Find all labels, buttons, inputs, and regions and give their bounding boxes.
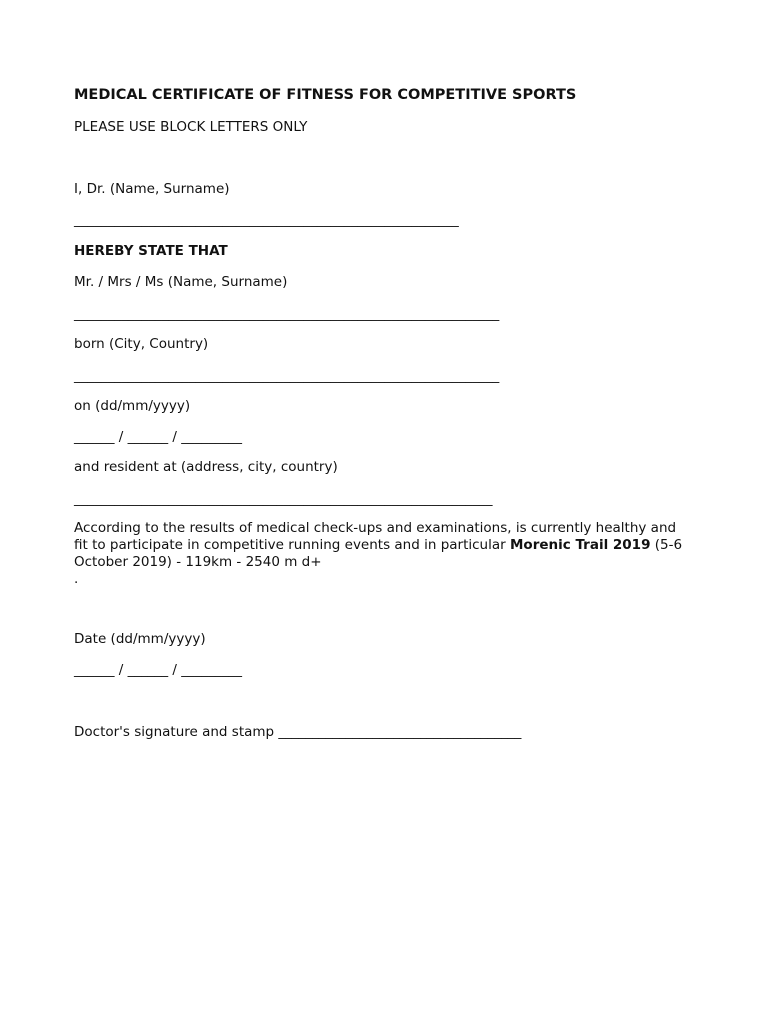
- doctor-name-field[interactable]: _________________________________________________________: [74, 212, 459, 228]
- signature-field[interactable]: ____________________________________: [278, 724, 522, 740]
- birthplace-label: born (City, Country): [74, 336, 209, 352]
- birthplace-field[interactable]: _______________________________________________________________: [74, 368, 500, 384]
- event-details: (5-6 October 2019) - 119km - 2540 m d+: [74, 537, 683, 570]
- birthdate-field[interactable]: ______ / ______ / _________: [74, 429, 243, 445]
- person-name-field[interactable]: _______________________________________________________________: [74, 306, 500, 322]
- date-field[interactable]: ______ / ______ / _________: [74, 662, 243, 678]
- hereby-heading: HEREBY STATE THAT: [74, 243, 228, 259]
- statement-text: According to the results of medical check-ups and examinations, is currently healthy and fit to participate in competitive running events and in particular: [74, 520, 677, 553]
- doctor-name-label: I, Dr. (Name, Surname): [74, 181, 230, 197]
- statement-dot: .: [74, 571, 79, 587]
- birthdate-label: on (dd/mm/yyyy): [74, 398, 191, 414]
- residence-field[interactable]: ______________________________________________________________: [74, 491, 493, 507]
- person-name-label: Mr. / Mrs / Ms (Name, Surname): [74, 274, 288, 290]
- fitness-statement: [74, 520, 684, 588]
- instruction-text: PLEASE USE BLOCK LETTERS ONLY: [74, 119, 308, 135]
- signature-row: [74, 724, 521, 741]
- residence-label: and resident at (address, city, country): [74, 459, 338, 475]
- event-name: Morenic Trail 2019: [509, 537, 651, 553]
- document-title: MEDICAL CERTIFICATE OF FITNESS FOR COMPETITIVE SPORTS: [74, 87, 577, 103]
- signature-label: Doctor's signature and stamp: [74, 724, 279, 740]
- date-label: Date (dd/mm/yyyy): [74, 631, 206, 647]
